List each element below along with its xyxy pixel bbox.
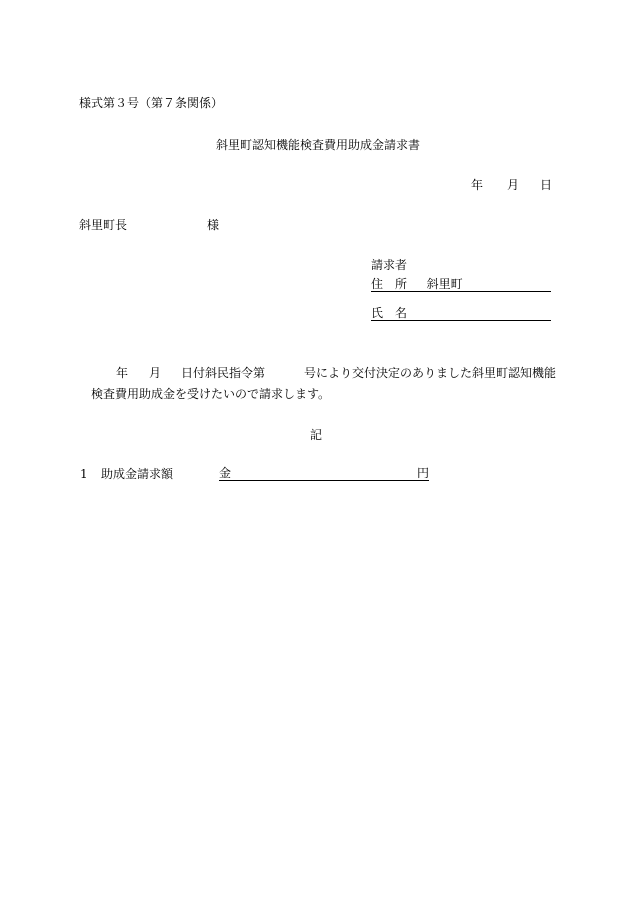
- addressee-honorific: 様: [207, 218, 220, 232]
- body-year-label: 年: [116, 366, 129, 380]
- claim-amount-prefix: 金: [219, 466, 232, 480]
- body-ref-suffix: 号により交付決定のありました斜里町認知機能: [304, 366, 557, 380]
- body-ref-prefix: 日付斜民指令第: [181, 366, 266, 380]
- date-year-label: 年: [471, 178, 484, 192]
- claimant-address-label: 住 所: [371, 277, 408, 291]
- claimant-address-field[interactable]: [371, 278, 551, 292]
- claimant-heading: 請求者: [371, 258, 408, 272]
- claimant-address-value: 斜里町: [426, 277, 463, 291]
- form-number: 様式第３号（第７条関係）: [79, 96, 224, 110]
- addressee-name: 斜里町長: [79, 218, 128, 232]
- body-line-2: 検査費用助成金を受けたいので請求します。: [91, 387, 331, 401]
- document-title: 斜里町認知機能検査費用助成金請求書: [216, 138, 421, 152]
- body-month-label: 月: [149, 366, 162, 380]
- ki-heading: 記: [310, 428, 323, 442]
- date-day-label: 日: [540, 178, 553, 192]
- item-label: 助成金請求額: [101, 467, 174, 481]
- claimant-name-field[interactable]: [371, 307, 551, 321]
- claim-amount-field[interactable]: [219, 467, 429, 481]
- date-month-label: 月: [507, 178, 520, 192]
- claim-amount-unit: 円: [416, 466, 429, 480]
- claimant-name-label: 氏 名: [371, 306, 408, 320]
- item-number: 1: [80, 467, 88, 481]
